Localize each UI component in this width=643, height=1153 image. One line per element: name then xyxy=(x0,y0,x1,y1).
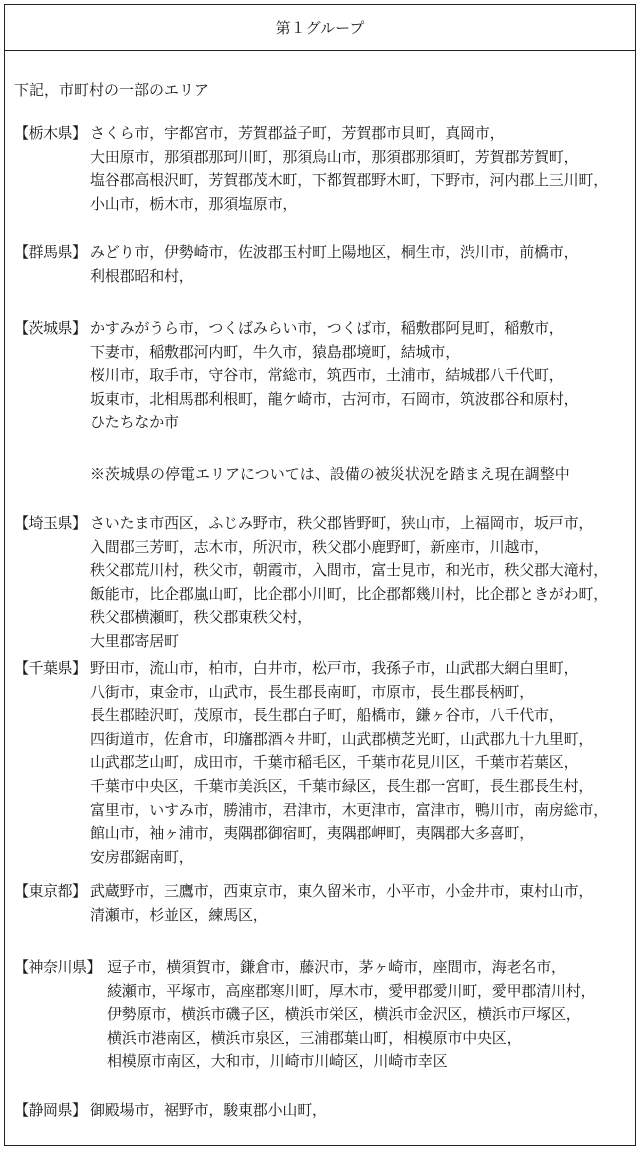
section-chiba xyxy=(14,657,608,869)
area-line: 野田市，流山市，柏市，白井市，松戸市，我孫子市，山武郡大網白里町， xyxy=(90,659,579,677)
area-line: 飯能市，比企郡嵐山町，比企郡小川町，比企郡都幾川村，比企郡ときがわ町， xyxy=(90,584,609,603)
area-line: 安房郡鋸南町， xyxy=(90,847,194,866)
area-line: 大田原市，那須郡那珂川町，那須烏山市，那須郡那須町，芳賀郡芳賀町， xyxy=(90,147,579,166)
area-line: 秩父郡横瀬町，秩父郡東秩父村， xyxy=(90,608,313,627)
area-line: 小山市，栃木市，那須塩原市， xyxy=(90,194,298,213)
area-line: 千葉市中央区，千葉市美浜区，千葉市緑区，長生郡一宮町，長生郡長生村， xyxy=(90,776,594,795)
area-line: 秩父郡荒川村，秩父市，朝霞市，入間市，富士見市，和光市，秩父郡大滝村， xyxy=(90,561,609,580)
prefecture-label: 【栃木県】 xyxy=(14,124,87,142)
area-line: 伊勢原市，横浜市磯子区，横浜市栄区，横浜市金沢区，横浜市戸塚区， xyxy=(107,1005,581,1024)
area-line: 武蔵野市，三鷹市，西東京市，東久留米市，小平市，小金井市，東村山市， xyxy=(90,882,594,900)
area-line: 利根郡昭和村， xyxy=(90,266,194,285)
area-line: 塩谷郡高根沢町，芳賀郡茂木町，下都賀郡野木町，下野市，河内郡上三川町， xyxy=(90,171,609,190)
area-line: 綾瀬市，平塚市，高座郡寒川町，厚木市，愛甲郡愛川町，愛甲郡清川村， xyxy=(107,981,596,1000)
area-line: さいたま市西区，ふじみ野市，秩父郡皆野町，狭山市，上福岡市，坂戸市， xyxy=(90,514,594,532)
section-shizuoka xyxy=(14,1099,327,1123)
area-line: 富里市，いすみ市，勝浦市，君津市，木更津市，富津市，鴨川市，南房総市， xyxy=(90,800,609,819)
intro-text: 下記，市町村の一部のエリア xyxy=(14,81,210,99)
area-line: 入間郡三芳町，志木市，所沢市，秩父郡小鹿野町，新座市，川越市， xyxy=(90,537,549,556)
prefecture-label: 【東京都】 xyxy=(14,882,87,900)
area-line: 御殿場市，裾野市，駿東郡小山町， xyxy=(90,1101,327,1119)
area-line: 相模原市南区，大和市，川崎市川崎区，川崎市幸区 xyxy=(107,1052,448,1071)
area-line: 八街市，東金市，山武市，長生郡長南町，市原市，長生郡長柄町， xyxy=(90,682,535,701)
prefecture-label: 【静岡県】 xyxy=(14,1101,87,1119)
area-line: かすみがうら市，つくばみらい市，つくば市，稲敷郡阿見町，稲敷市， xyxy=(90,319,564,337)
area-line: 大里郡寄居町 xyxy=(90,631,179,650)
area-line: 館山市，袖ヶ浦市，夷隅郡御宿町，夷隅郡岬町，夷隅郡大多喜町， xyxy=(90,824,535,843)
area-line: みどり市，伊勢崎市，佐波郡玉村町上陽地区，桐生市，渋川市，前橋市， xyxy=(90,243,579,261)
section-kanagawa xyxy=(14,956,595,1074)
section-tochigi xyxy=(14,122,608,216)
group-title: 第１グループ xyxy=(275,19,365,37)
section-tokyo xyxy=(14,880,593,927)
area-line: 下妻市，稲敷郡河内町，牛久市，猿島郡境町，結城市， xyxy=(90,342,461,361)
area-line: 逗子市，横須賀市，鎌倉市，藤沢市，茅ヶ崎市，座間市，海老名市， xyxy=(107,958,566,976)
prefecture-label: 【埼玉県】 xyxy=(14,514,87,532)
group-table xyxy=(4,4,636,1146)
prefecture-label: 【神奈川県】 xyxy=(14,958,102,976)
area-line: 横浜市港南区，横浜市泉区，三浦郡葉山町，相模原市中央区， xyxy=(107,1028,522,1047)
prefecture-label: 【千葉県】 xyxy=(14,659,87,677)
area-line: 坂東市，北相馬郡利根町，龍ケ崎市，古河市，石岡市，筑波郡谷和原村， xyxy=(90,389,579,408)
section-gunma xyxy=(14,241,578,288)
area-line: 長生郡睦沢町，茂原市，長生郡白子町，船橋市，鎌ヶ谷市，八千代市， xyxy=(90,706,564,725)
area-line: 清瀬市，杉並区，練馬区， xyxy=(90,905,268,924)
prefecture-label: 【茨城県】 xyxy=(14,319,87,337)
area-line: ひたちなか市 xyxy=(90,413,179,432)
area-line: 桜川市，取手市，守谷市，常総市，筑西市，土浦市，結城郡八千代町， xyxy=(90,366,564,385)
area-line: さくら市，宇都宮市，芳賀郡益子町，芳賀郡市貝町，真岡市， xyxy=(90,124,505,142)
table-header xyxy=(5,5,635,51)
ibaraki-note: ※茨城県の停電エリアについては、設備の被災状況を踏まえ現在調整中 xyxy=(90,465,570,483)
prefecture-label: 【群馬県】 xyxy=(14,243,87,261)
area-line: 四街道市，佐倉市，印旛郡酒々井町，山武郡横芝光町，山武郡九十九里町， xyxy=(90,729,594,748)
section-saitama xyxy=(14,512,608,654)
area-line: 山武郡芝山町，成田市，千葉市稲毛区，千葉市花見川区，千葉市若葉区， xyxy=(90,753,579,772)
section-ibaraki xyxy=(14,317,578,435)
